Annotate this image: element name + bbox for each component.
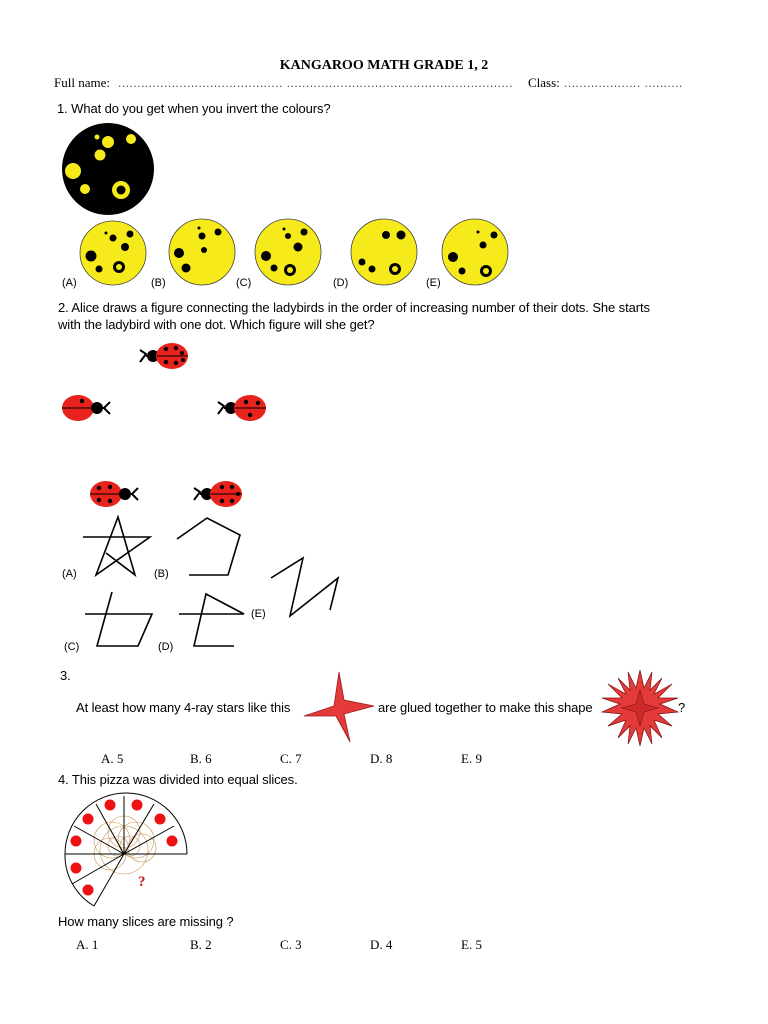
glued-star-shape-icon <box>600 668 680 748</box>
q2-label-e: (E) <box>251 608 266 620</box>
q3-text-part1: At least how many 4-ray stars like this <box>76 700 291 715</box>
q1-option-d[interactable] <box>350 218 420 286</box>
q1-option-b[interactable] <box>168 218 238 286</box>
q3-text-part2: are glued together to make this shape <box>378 700 593 715</box>
q2-label-d: (D) <box>158 641 174 653</box>
q2-figure-c[interactable] <box>82 590 157 650</box>
ladybird-left <box>60 392 112 424</box>
full-name-field[interactable]: ........................................... ........................................................... <box>118 76 513 90</box>
q3-answer-a[interactable]: A. 5 <box>101 751 124 766</box>
ladybird-right <box>216 392 268 424</box>
q1-label-b: (B) <box>151 277 166 289</box>
q4-question: How many slices are missing ? <box>58 914 234 929</box>
q1-label-d: (D) <box>333 277 349 289</box>
q3-question-mark: ? <box>678 700 686 715</box>
q2-figure-a[interactable] <box>80 515 155 580</box>
q1-original-circle <box>61 122 156 217</box>
q1-label-a: (A) <box>62 277 77 289</box>
full-name-label: Full name: <box>54 75 110 90</box>
q1-label-c: (C) <box>236 277 252 289</box>
q4-answer-e[interactable]: E. 5 <box>461 937 482 952</box>
ladybird-top <box>138 340 190 372</box>
q4-answer-c[interactable]: C. 3 <box>280 937 302 952</box>
pizza-figure <box>62 792 192 912</box>
page-title: KANGAROO MATH GRADE 1, 2 <box>279 58 489 73</box>
q1-text: 1. What do you get when you invert the colours? <box>57 101 331 116</box>
q2-text-line2: with the ladybird with one dot. Which figure will she get? <box>58 317 375 332</box>
ladybird-bottom-left <box>88 478 140 510</box>
q1-option-c[interactable] <box>254 218 324 286</box>
q2-label-b: (B) <box>154 568 169 580</box>
q2-figure-d[interactable] <box>176 588 251 650</box>
q2-figure-b[interactable] <box>172 515 247 580</box>
q1-option-a[interactable] <box>79 220 149 286</box>
q3-answer-d[interactable]: D. 8 <box>370 751 393 766</box>
q4-answer-b[interactable]: B. 2 <box>190 937 212 952</box>
four-ray-star-icon <box>302 670 376 744</box>
q3-number: 3. <box>60 668 71 683</box>
q4-answer-d[interactable]: D. 4 <box>370 937 393 952</box>
class-label: Class: <box>528 75 560 90</box>
q4-answer-a[interactable]: A. 1 <box>76 937 99 952</box>
q3-answer-c[interactable]: C. 7 <box>280 751 302 766</box>
q3-answer-b[interactable]: B. 6 <box>190 751 212 766</box>
q1-label-e: (E) <box>426 277 441 289</box>
class-field[interactable]: .................... .......... <box>564 76 683 90</box>
missing-slices-mark: ? <box>138 874 146 890</box>
q2-figure-e[interactable] <box>268 552 343 620</box>
q3-answer-e[interactable]: E. 9 <box>461 751 482 766</box>
q2-label-c: (C) <box>64 641 80 653</box>
q4-text: 4. This pizza was divided into equal slices. <box>58 772 298 787</box>
q2-text-line1: 2. Alice draws a figure connecting the ladybirds in the order of increasing number of their dots. She starts <box>58 300 650 315</box>
q2-label-a: (A) <box>62 568 77 580</box>
ladybird-bottom-right <box>192 478 244 510</box>
q1-option-e[interactable] <box>441 218 511 286</box>
